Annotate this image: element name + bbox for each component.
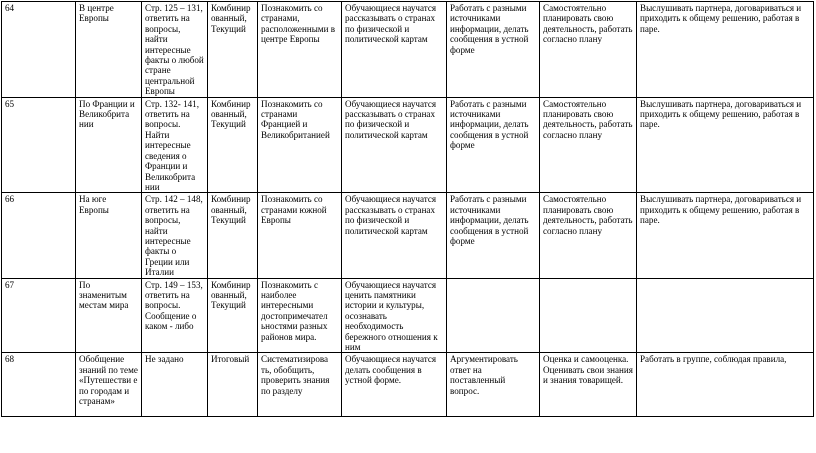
- lesson-goal: Познакомить со странами Францией и Великобританией: [258, 97, 342, 193]
- lesson-type: Итоговый: [208, 353, 258, 417]
- table-row: [2, 278, 814, 353]
- lesson-pages: Стр. 149 – 153, ответить на вопросы. Сообщение о каком - либо: [142, 278, 208, 353]
- regulative-uud: Самостоятельно планировать свою деятельность, работать согласно плану: [540, 193, 637, 278]
- lesson-goal: Познакомить со странами южной Европы: [258, 193, 342, 278]
- communicative-uud: Выслушивать партнера, договариваться и приходить к общему решению, работая в паре.: [637, 193, 814, 278]
- table-row: [2, 2, 814, 98]
- regulative-uud: Самостоятельно планировать свою деятельность, работать согласно плану: [540, 2, 637, 98]
- subject-results: Обучающиеся научатся рассказывать о странах по физической и политической картам: [342, 193, 447, 278]
- subject-results: Обучающиеся научатся ценить памятники истории и культуры, осознавать необходимость бережного отношения к ним: [342, 278, 447, 353]
- subject-results: Обучающиеся научатся рассказывать о странах по физической и политической картам: [342, 97, 447, 193]
- lesson-number: 67: [2, 278, 76, 353]
- lesson-pages: Стр. 132- 141, ответить на вопросы. Найти интересные сведения о Франции и Великобрита нии: [142, 97, 208, 193]
- subject-results: Обучающиеся научатся рассказывать о странах по физической и политической картам: [342, 2, 447, 98]
- lesson-type: Комбинир ованный, Текущий: [208, 193, 258, 278]
- communicative-uud: Выслушивать партнера, договариваться и приходить к общему решению, работая в паре.: [637, 97, 814, 193]
- cognitive-uud: Работать с разными источниками информации, делать сообщения в устной форме: [447, 193, 540, 278]
- table-row: [2, 353, 814, 417]
- lesson-number: 64: [2, 2, 76, 98]
- lesson-type: Комбинир ованный, Текущий: [208, 2, 258, 98]
- lesson-number: 68: [2, 353, 76, 417]
- lesson-topic: Обобщение знаний по теме «Путешестви е по городам и странам»: [76, 353, 142, 417]
- lesson-topic: В центре Европы: [76, 2, 142, 98]
- regulative-uud: [540, 278, 637, 353]
- lesson-topic: По знаменитым местам мира: [76, 278, 142, 353]
- cognitive-uud: Работать с разными источниками информации, делать сообщения в устной форме: [447, 97, 540, 193]
- lesson-goal: Познакомить со странами, расположенными в центре Европы: [258, 2, 342, 98]
- lesson-type: Комбинир ованный, Текущий: [208, 97, 258, 193]
- lesson-number: 66: [2, 193, 76, 278]
- lesson-number: 65: [2, 97, 76, 193]
- lesson-pages: Стр. 125 – 131, ответить на вопросы, найти интересные факты о любой стране центральной Европы: [142, 2, 208, 98]
- regulative-uud: Оценка и самооценка. Оценивать свои знания и знания товарищей.: [540, 353, 637, 417]
- lesson-pages: Не задано: [142, 353, 208, 417]
- communicative-uud: Работать в группе, соблюдая правила,: [637, 353, 814, 417]
- lesson-topic: На юге Европы: [76, 193, 142, 278]
- lesson-type: Комбинир ованный, Текущий: [208, 278, 258, 353]
- cognitive-uud: [447, 278, 540, 353]
- communicative-uud: Выслушивать партнера, договариваться и приходить к общему решению, работая в паре.: [637, 2, 814, 98]
- lesson-topic: По Франции и Великобрита нии: [76, 97, 142, 193]
- table-row: [2, 97, 814, 193]
- communicative-uud: [637, 278, 814, 353]
- cognitive-uud: Аргументировать ответ на поставленный вопрос.: [447, 353, 540, 417]
- subject-results: Обучающиеся научатся делать сообщения в устной форме.: [342, 353, 447, 417]
- lesson-pages: Стр. 142 – 148, ответить на вопросы, найти интересные факты о Греции или Италии: [142, 193, 208, 278]
- lesson-plan-table: [1, 1, 814, 417]
- table-row: [2, 193, 814, 278]
- regulative-uud: Самостоятельно планировать свою деятельность, работать согласно плану: [540, 97, 637, 193]
- lesson-goal: Познакомить с наиболее интересными достопримечател ьностями разных районов мира.: [258, 278, 342, 353]
- cognitive-uud: Работать с разными источниками информации, делать сообщения в устной форме: [447, 2, 540, 98]
- lesson-goal: Систематизирова ть, обобщить, проверить знания по разделу: [258, 353, 342, 417]
